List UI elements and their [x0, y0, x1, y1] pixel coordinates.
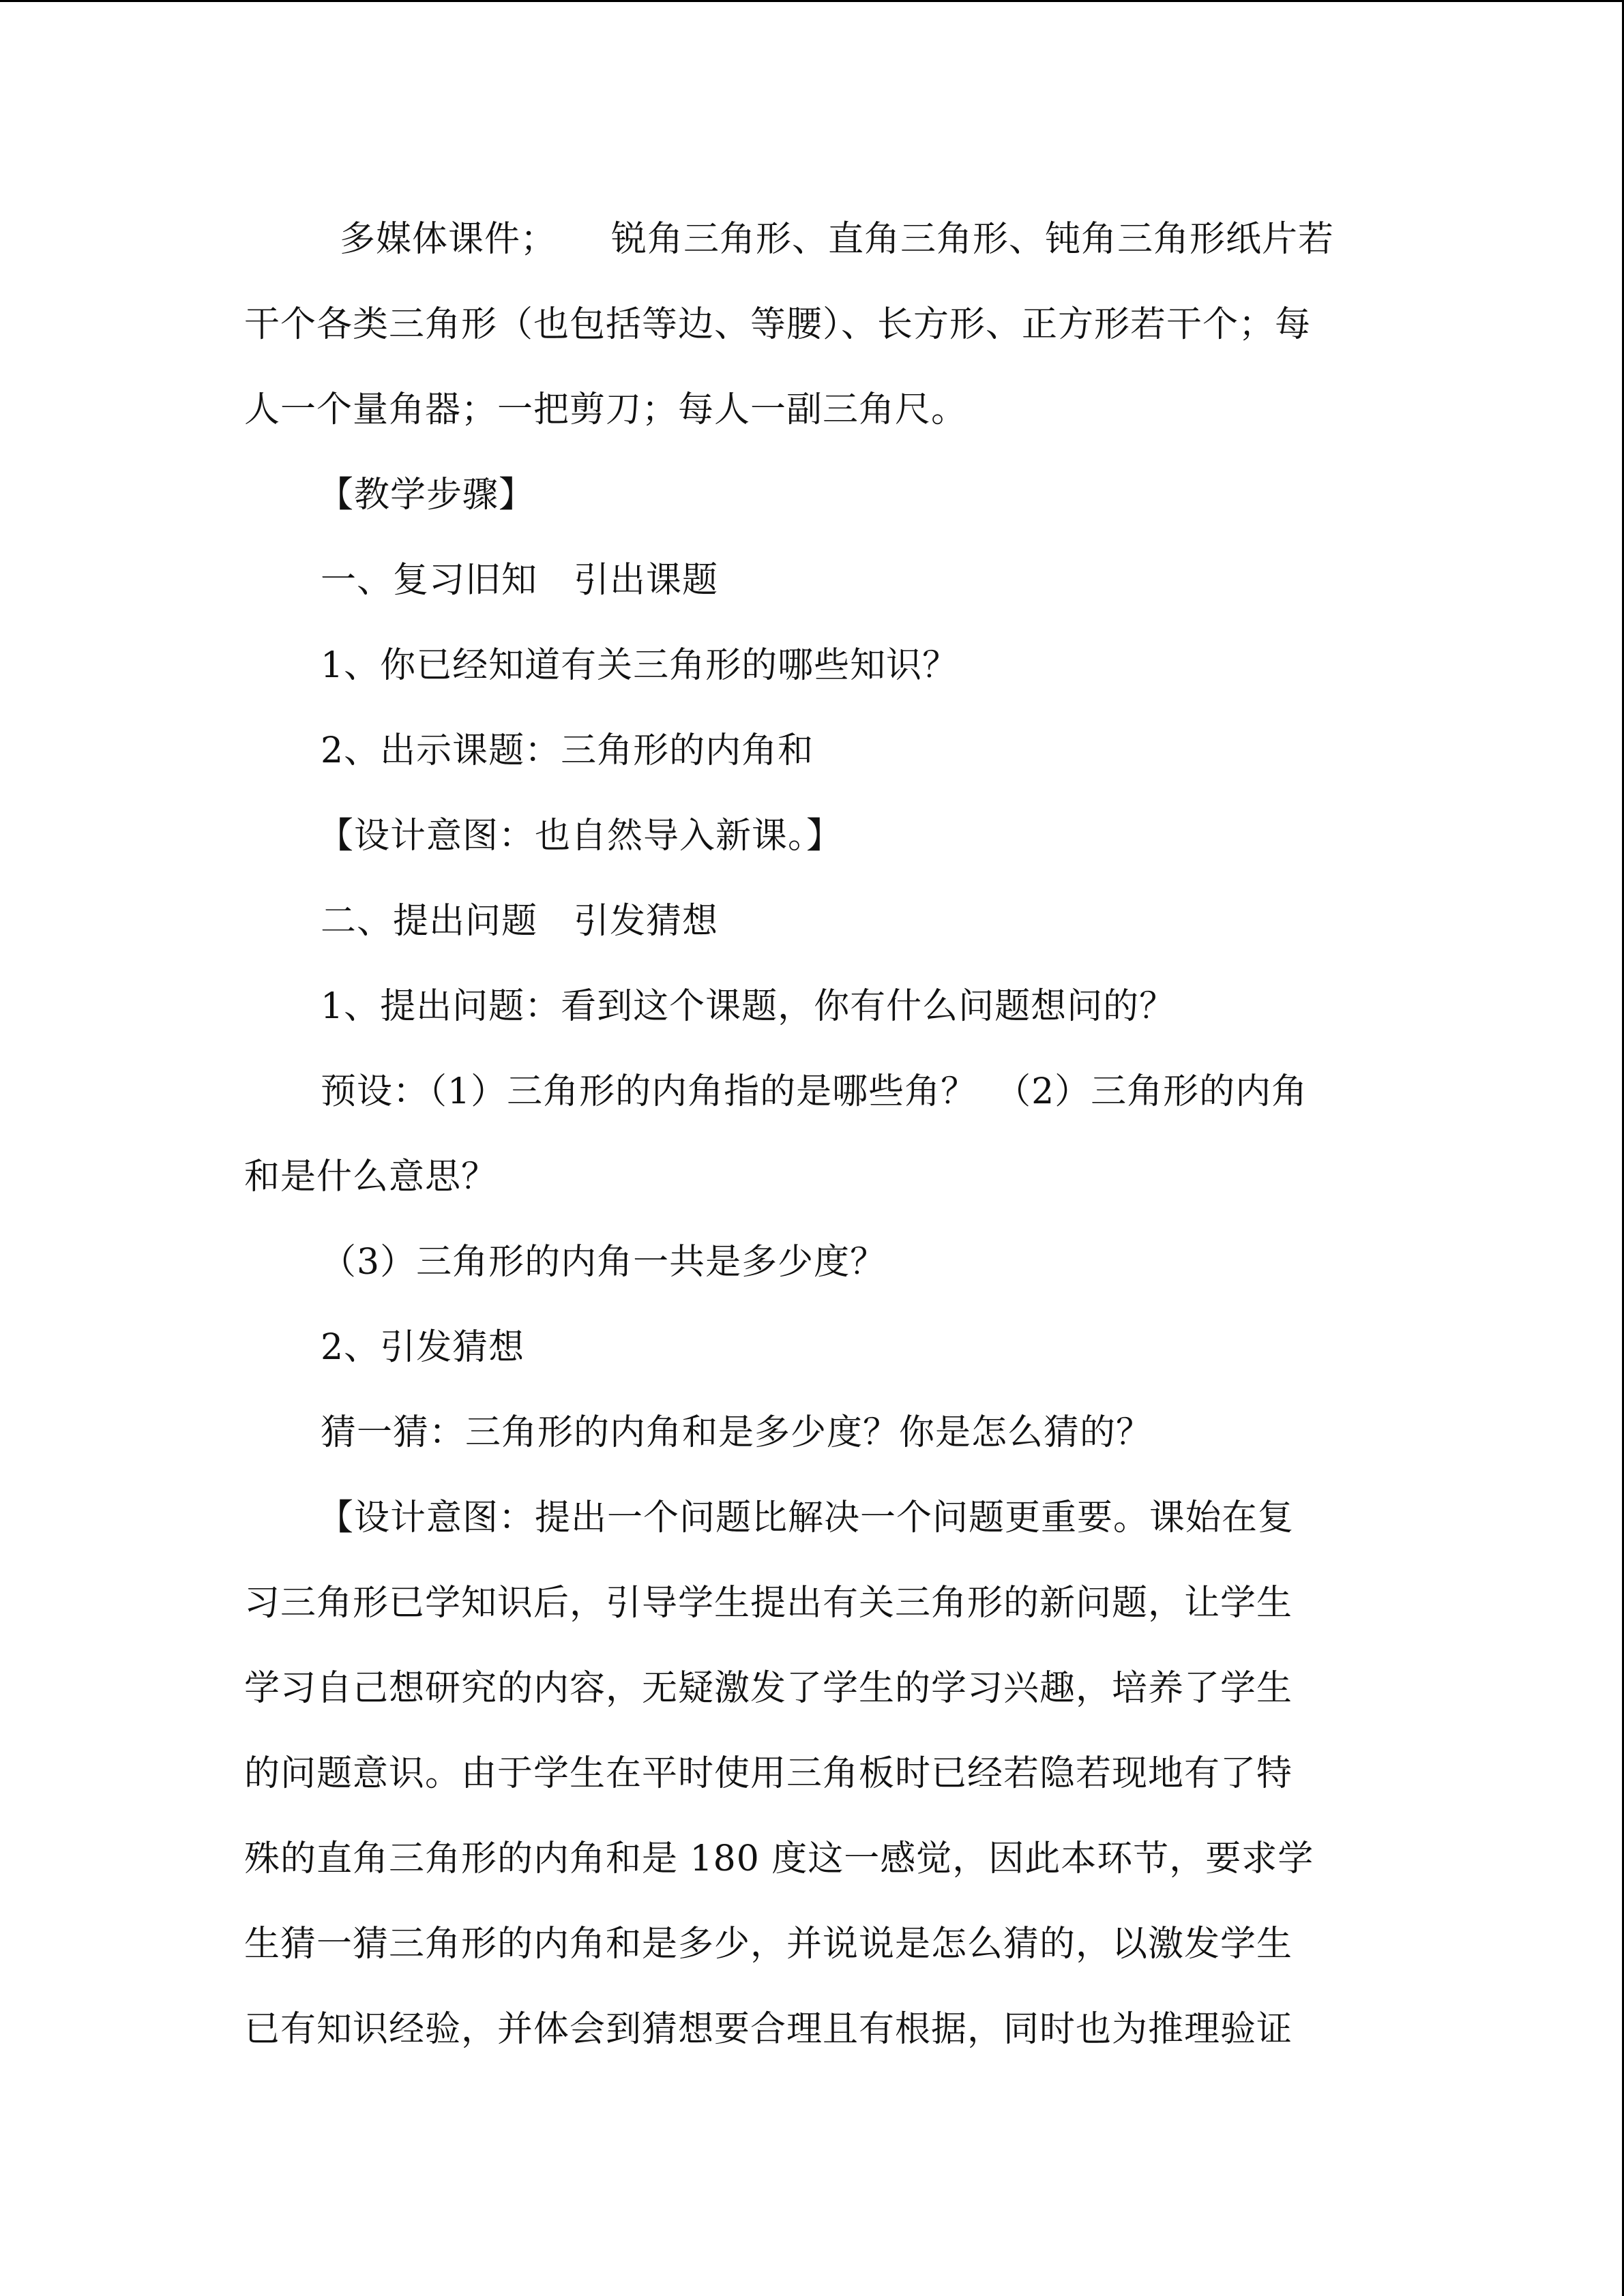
- text-line-materials: 多媒体课件； 锐角三角形、直角三角形、钝角三角形纸片若: [340, 219, 1335, 260]
- section-heading-problem: 二、提出问题 引发猜想: [321, 901, 719, 942]
- text-line-materials-cont-1: 干个各类三角形（也包括等边、等腰）、长方形、正方形若干个；每: [244, 304, 1312, 345]
- text-line-show-topic: 2、出示课题：三角形的内角和: [321, 730, 814, 771]
- text-line-design-intent-2: 【设计意图：提出一个问题比解决一个问题更重要。课始在复: [318, 1497, 1295, 1538]
- text-line-guess: 猜一猜：三角形的内角和是多少度？你是怎么猜的？: [321, 1412, 1153, 1453]
- section-heading-teaching-steps: 【教学步骤】: [318, 475, 535, 516]
- text-line-presets: 预设：（1）三角形的内角指的是哪些角？ （2）三角形的内角: [321, 1071, 1308, 1112]
- text-line-raise-question: 1、提出问题：看到这个课题，你有什么问题想问的？: [321, 986, 1176, 1027]
- text-line-presets-cont: 和是什么意思？: [244, 1157, 498, 1197]
- page-top-border: [0, 0, 1624, 2]
- text-line-materials-cont-2: 人一个量角器；一把剪刀；每人一副三角尺。: [244, 389, 968, 430]
- text-line-design-intent-2-cont-6: 已有知识经验，并体会到猜想要合理且有根据，同时也为推理验证: [244, 2009, 1293, 2050]
- text-line-question-1: 1、你已经知道有关三角形的哪些知识？: [321, 645, 959, 686]
- section-heading-review: 一、复习旧知 引出课题: [321, 560, 719, 601]
- text-line-design-intent-2-cont-4: 殊的直角三角形的内角和是 180 度这一感觉，因此本环节，要求学: [244, 1838, 1314, 1879]
- text-line-preset-3: （3）三角形的内角一共是多少度？: [321, 1242, 887, 1283]
- text-line-design-intent-1: 【设计意图：也自然导入新课。】: [318, 816, 843, 856]
- text-line-design-intent-2-cont-1: 习三角形已学知识后，引导学生提出有关三角形的新问题，让学生: [244, 1583, 1293, 1624]
- text-line-design-intent-2-cont-2: 学习自己想研究的内容，无疑激发了学生的学习兴趣，培养了学生: [244, 1668, 1293, 1709]
- text-line-design-intent-2-cont-3: 的问题意识。由于学生在平时使用三角板时已经若隐若现地有了特: [244, 1753, 1293, 1794]
- text-line-guess-heading: 2、引发猜想: [321, 1327, 525, 1368]
- text-line-design-intent-2-cont-5: 生猜一猜三角形的内角和是多少，并说说是怎么猜的，以激发学生: [244, 1924, 1293, 1965]
